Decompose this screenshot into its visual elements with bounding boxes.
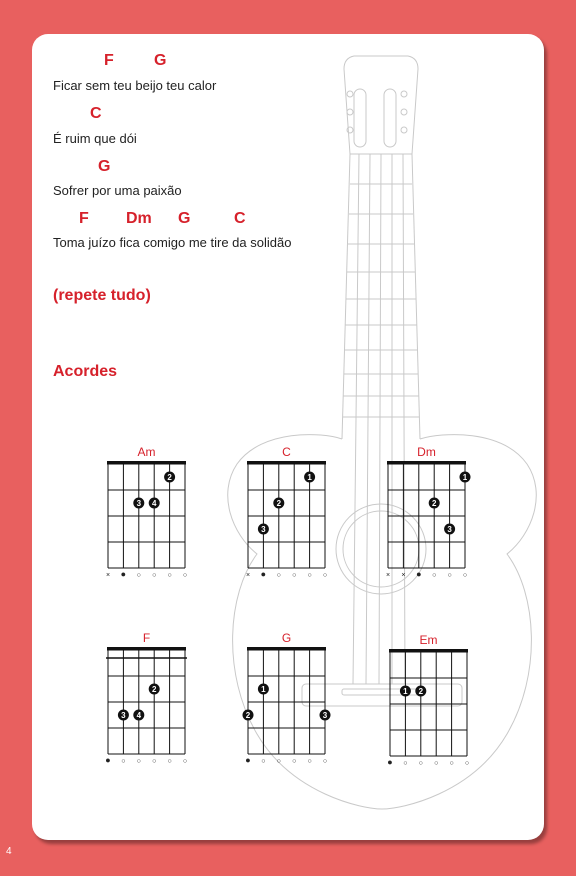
open-mark: ○ [322,572,328,579]
finger-number: 2 [418,687,424,696]
finger-number: 3 [136,499,142,508]
root-dot: ● [416,569,422,579]
finger-number: 1 [403,687,408,696]
root-dot: ● [120,569,127,579]
lyric-line: Toma juízo fica comigo me tire da solidão [53,235,292,250]
nut [389,649,468,653]
open-mark: ○ [261,758,266,765]
chord-diagram-name: F [142,631,151,645]
open-mark: ○ [292,758,297,765]
finger-number: 2 [245,711,251,720]
song-page [32,34,544,840]
muted-mark: × [401,572,406,579]
nut [387,461,466,465]
open-mark: ○ [152,572,157,579]
chord-label: F [79,210,89,227]
open-mark: ○ [464,760,470,767]
chord-label: C [90,105,102,122]
muted-mark: × [245,572,251,579]
finger-number: 3 [447,525,452,534]
finger-number: 2 [431,499,437,508]
chord-diagram-name: C [282,445,291,459]
chord-label: C [234,210,246,227]
root-dot: ● [387,757,393,767]
chord-diagrams [32,34,544,840]
open-mark: ○ [449,760,454,767]
finger-number: 3 [322,711,328,720]
open-mark: ○ [432,572,437,579]
open-mark: ○ [447,572,452,579]
open-mark: ○ [322,758,328,765]
open-mark: ○ [182,572,188,579]
nut [247,461,326,465]
muted-mark: × [105,572,111,579]
muted-mark: × [385,572,391,579]
lyric-line: Ficar sem teu beijo teu calor [53,78,217,93]
finger-number: 1 [462,473,468,482]
nut [247,647,326,651]
chord-label: G [154,52,167,69]
page-number: 4 [6,846,12,857]
chord-label: Dm [126,210,152,227]
chord-diagram-name: Am [137,445,156,459]
chord-diagram-name: Dm [417,445,436,459]
open-mark: ○ [307,758,312,765]
finger-number: 3 [261,525,266,534]
finger-number: 2 [167,473,172,482]
lyric-line: É ruim que dói [53,131,137,146]
finger-number: 1 [307,473,312,482]
nut [107,461,186,465]
open-mark: ○ [418,760,423,767]
acordes-heading: Acordes [53,363,118,380]
root-dot: ● [260,569,267,579]
finger-number: 2 [151,685,157,694]
open-mark: ○ [182,758,188,765]
finger-number: 1 [261,685,266,694]
open-mark: ○ [136,572,141,579]
repeat-label: (repete tudo) [53,287,151,304]
open-mark: ○ [167,758,172,765]
finger-number: 4 [151,499,157,508]
chord-label: G [178,210,191,227]
chord-diagram-name: G [281,631,292,645]
finger-number: 2 [276,499,282,508]
chord-label: G [98,158,111,175]
open-mark: ○ [152,758,157,765]
finger-number: 3 [121,711,126,720]
chord-diagram-name: Em [419,633,438,647]
open-mark: ○ [276,572,281,579]
open-mark: ○ [462,572,468,579]
chord-label: F [104,52,114,69]
nut [107,647,186,651]
open-mark: ○ [136,758,141,765]
open-mark: ○ [434,760,439,767]
open-mark: ○ [167,572,172,579]
open-mark: ○ [292,572,297,579]
open-mark: ○ [276,758,281,765]
root-dot: ● [105,755,111,765]
open-mark: ○ [121,758,126,765]
finger-number: 4 [136,711,142,720]
open-mark: ○ [403,760,408,767]
root-dot: ● [245,755,251,765]
open-mark: ○ [307,572,312,579]
lyric-line: Sofrer por uma paixão [53,183,182,198]
